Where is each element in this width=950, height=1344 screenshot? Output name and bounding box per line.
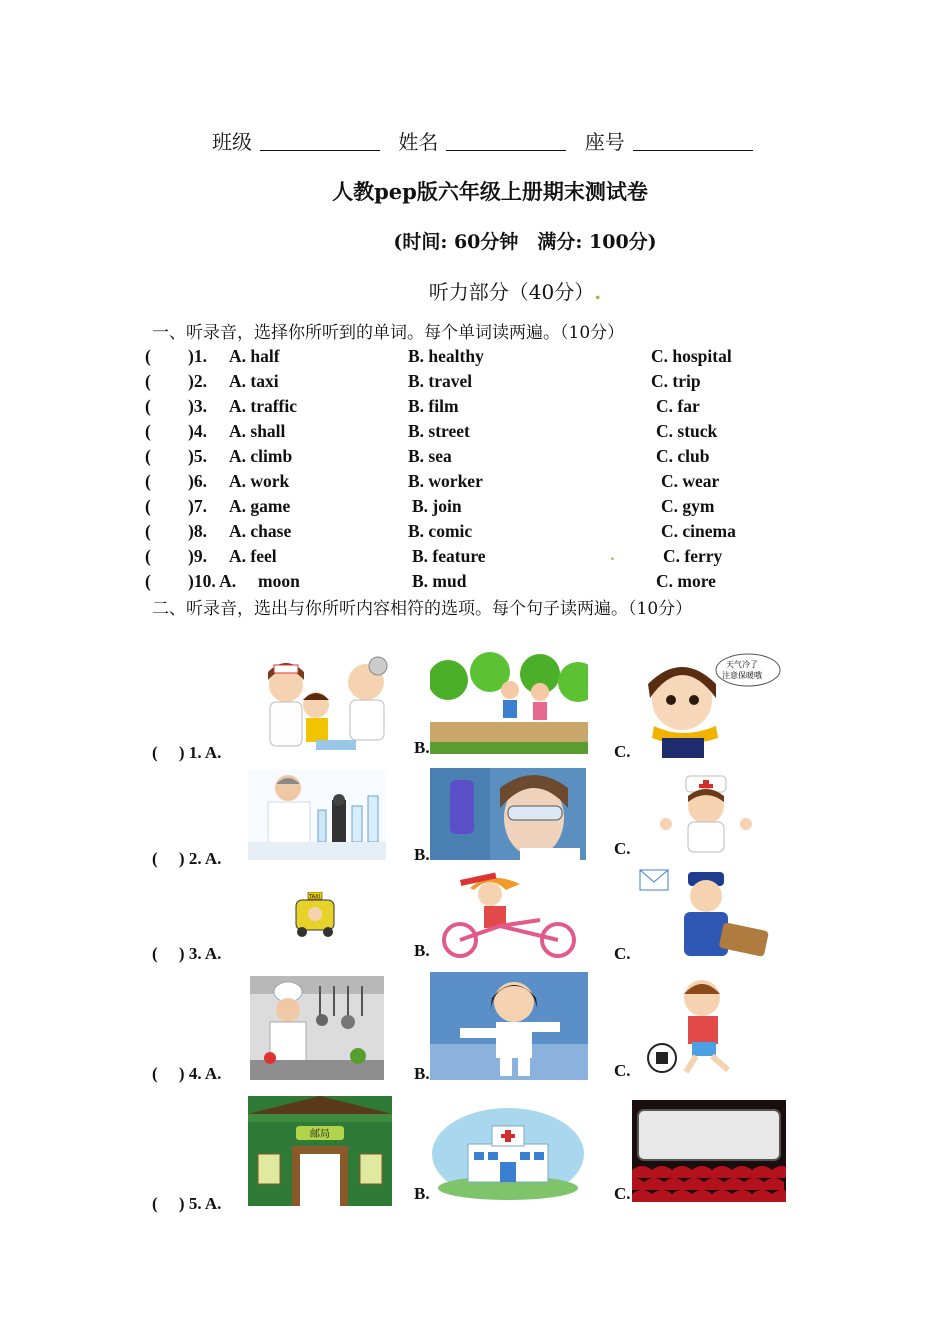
row1-c-label: C. (614, 742, 631, 761)
listening-title-text: 听力部分（40分） (428, 280, 595, 304)
student-info-header (212, 126, 765, 155)
row3-b-label: B. (414, 941, 430, 960)
option-a: A. traffic (229, 396, 298, 416)
answer-paren[interactable]: ( (145, 371, 151, 391)
scarf-child-cold-weather-image (634, 650, 782, 758)
listening-dot: . (594, 280, 602, 304)
option-b: B. film (408, 396, 459, 416)
option-b: B. street (408, 421, 470, 441)
row3-c-label: C. (614, 944, 631, 963)
row3-label: ( ) 3. A. (152, 944, 222, 963)
option-a: A. taxi (229, 371, 279, 391)
postman-image (632, 866, 780, 960)
option-c: C. ferry (663, 546, 723, 566)
answer-paren[interactable]: ( (145, 421, 151, 441)
exam-title: 人教pep版六年级上册期末测试卷 (332, 179, 648, 204)
row4-b-label: B. (414, 1064, 430, 1083)
option-c: C. trip (651, 371, 701, 391)
row2-b-label: B. (414, 845, 430, 864)
option-c: C. stuck (656, 421, 718, 441)
post-office-sign-text: 邮局 (310, 1129, 330, 1140)
hospital-building-image (430, 1102, 586, 1202)
answer-paren[interactable]: ( (145, 496, 151, 516)
row5-c-label: C. (614, 1184, 631, 1203)
section1-heading: 一、听录音，选择你所听到的单词。每个单词读两遍。（10分） (152, 323, 625, 343)
seat-label: 座号 (584, 130, 625, 154)
cinema-screen-image (632, 1100, 786, 1202)
option-b: B. healthy (408, 346, 484, 366)
taxi-sign-text: TAXI (309, 894, 320, 900)
option-c: C. club (656, 446, 710, 466)
option-c: C. wear (661, 471, 720, 491)
answer-paren[interactable]: ( (145, 571, 151, 591)
row2-c-label: C. (614, 839, 631, 858)
option-c: C. gym (661, 496, 715, 516)
row4-c-label: C. (614, 1061, 631, 1080)
answer-paren[interactable]: ( (145, 471, 151, 491)
decorative-dot: . (610, 548, 615, 564)
option-b: B. worker (408, 471, 483, 491)
option-a: A. chase (229, 521, 292, 541)
question-number: )4. (188, 421, 207, 441)
option-c: C. far (656, 396, 700, 416)
option-b: B. travel (408, 371, 473, 391)
class-label: 班级 (212, 130, 252, 154)
option-a: A. climb (229, 446, 293, 466)
option-a: A. feel (229, 546, 277, 566)
nurse-doctor-child-image (256, 650, 398, 756)
option-b: B. feature (412, 546, 486, 566)
scientist-lab-image (248, 770, 386, 860)
answer-paren[interactable]: ( (145, 346, 151, 366)
class-blank[interactable] (260, 132, 380, 151)
seat-blank[interactable] (633, 132, 753, 151)
cartoon-nurse-image (632, 774, 780, 856)
section2-heading: 二、听录音，选出与你所听内容相符的选项。每个句子读两遍。（10分） (152, 599, 693, 619)
answer-paren[interactable]: ( (145, 446, 151, 466)
option-b: B. comic (408, 521, 473, 541)
row1-label: ( ) 1. A. (152, 743, 222, 762)
option-b: B. sea (408, 446, 452, 466)
row5-b-label: B. (414, 1184, 430, 1203)
children-walking-park-image (430, 652, 588, 754)
girl-riding-bike-image (430, 870, 588, 958)
option-a: A. work (229, 471, 290, 491)
option-b: B. mud (412, 571, 467, 591)
post-office-building-image (248, 1096, 392, 1206)
row2-label: ( ) 2. A. (152, 849, 222, 868)
answer-paren[interactable]: ( (145, 546, 151, 566)
speech-bubble-line2: 注意保暖哦 (722, 671, 762, 680)
option-a: moon (258, 571, 300, 591)
row4-label: ( ) 4. A. (152, 1064, 222, 1083)
question-number: )10. A. (188, 571, 237, 591)
name-blank[interactable] (446, 132, 566, 151)
question-number: )9. (188, 546, 207, 566)
question-number: )5. (188, 446, 207, 466)
taxi-image (290, 892, 340, 942)
question-number: )1. (188, 346, 207, 366)
option-a: A. shall (229, 421, 286, 441)
question-number: )6. (188, 471, 207, 491)
chef-cooking-image (250, 976, 384, 1080)
option-c: C. hospital (651, 346, 732, 366)
speech-bubble-line1: 天气冷了 (726, 660, 758, 669)
option-a: A. half (229, 346, 280, 366)
boy-playing-soccer-image (632, 976, 782, 1076)
question-number: )7. (188, 496, 207, 516)
girl-kung-fu-image (430, 972, 588, 1080)
answer-paren[interactable]: ( (145, 396, 151, 416)
name-label: 姓名 (398, 130, 439, 154)
listening-title (0, 276, 950, 305)
question-number: )2. (188, 371, 207, 391)
option-c: C. cinema (661, 521, 736, 541)
researcher-goggles-image (430, 768, 586, 860)
question-number: )3. (188, 396, 207, 416)
row1-b-label: B. (414, 738, 430, 757)
row5-label: ( ) 5. A. (152, 1194, 222, 1213)
option-b: B. join (412, 496, 462, 516)
option-a: A. game (229, 496, 291, 516)
question-number: )8. (188, 521, 207, 541)
option-c: C. more (656, 571, 716, 591)
answer-paren[interactable]: ( (145, 521, 151, 541)
time-info: (时间: 60分钟 满分: 100分) (393, 231, 657, 253)
